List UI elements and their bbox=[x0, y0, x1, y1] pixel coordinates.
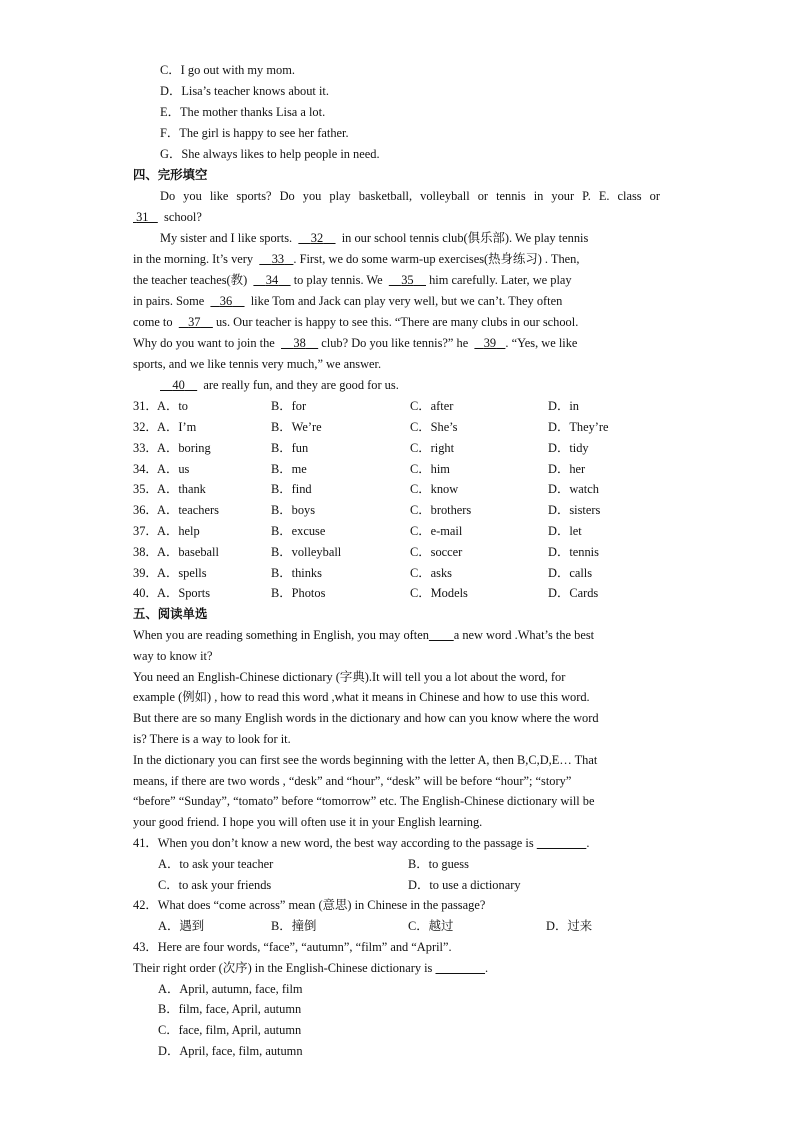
section5-heading: 五、阅读单选 bbox=[133, 606, 208, 621]
q43-option-c: C．face, film, April, autumn bbox=[158, 1023, 302, 1037]
answer-blank bbox=[435, 961, 485, 975]
blank-37: 37 bbox=[188, 315, 201, 329]
cloze-line-1: Do you like sports? Do you play basketball, volleyball or tennis in your P. E. class or bbox=[160, 189, 660, 203]
option-c: C．I go out with my mom. bbox=[160, 63, 295, 77]
q43-option-a: A．April, autumn, face, film bbox=[158, 982, 303, 996]
answer-blank bbox=[537, 836, 587, 850]
reading-line-6: is? There is a way to look for it. bbox=[133, 732, 291, 746]
cloze-line-4: in the morning. It’s very 33 . First, we do some warm-up exercises(热身练习) . Then, bbox=[133, 252, 580, 266]
question-41-stem: 41．When you don’t know a new word, the best way according to the passage is . bbox=[133, 836, 590, 850]
reading-line-7: In the dictionary you can first see the words beginning with the letter A, then B,C,D,E… That bbox=[133, 753, 598, 767]
cloze-line-7: come to 37 us. Our teacher is happy to see this. “There are many clubs in our school. bbox=[133, 315, 579, 329]
question-43-stem-2: Their right order (次序) in the English-Chinese dictionary is . bbox=[133, 961, 489, 975]
q41-option-b: B．to guess bbox=[408, 857, 469, 871]
question-42-stem: 42．What does “come across” mean (意思) in Chinese in the passage? bbox=[133, 898, 486, 912]
reading-line-5: But there are so many English words in the dictionary and how can you know where the word bbox=[133, 711, 599, 725]
exam-page: C．I go out with my mom. D．Lisa’s teacher knows about it. E．The mother thanks Lisa a lot. F．The girl is happy to see her father. G．She always likes to help people in need. 四、完形填空 Do you like sports? Do you play basketball, volleyball or tennis in your P. E. class or 31 school? My sister and I like sports. 32 in our school tennis club(俱乐部). We play tennis in the morning. It’s very 33 . First, we do some warm-up exercises(热身练习) . Then, the teacher teaches(教) 34 to play tennis. We 35 him carefully. Later, we play in pairs. Some 36 like Tom and Jack can play very well, but we can’t. They often come to 37 us. Our teacher is happy to see this. “There are many clubs in our school. Why do you want to join the 38 club? Do you like tennis?” he 39 . “Yes, we like sports, and we like tennis very much,” we answer. 40 are really fun, and they are good for us. 31． A．to B．for C．after D．in 32． A．I’m B．We’re C．She’s D．They’re 33． A．boring B．fun C．right D．tidy 34． A．us B．me C．him D．her 35． A．thank B．find C．know D．watch 36． A．teachers B．boys C．brothers D．sisters 37． A．help B．excuse C．e-mail D．let 38． A．baseball B．volleyball C．soccer D．tennis 39． A．spells B．thinks C．asks D．calls 40． A．Sports B．Photos C．Models D．Cards 五、阅读单选 When you are reading something in English, you may often a new word .What’s the best way to know it? You need an English-Chinese dictionary (字典).It will tell you a lot about the word, for example (例如) , how to read this word ,what it means in Chinese and how to use this word. But there are so many English words in the dictionary and how can you know where the word is? There is a way to look for it. In the dictionary you can first see the words beginning with the letter A, then B,C,D,E… That means, if there are two words , “desk” and “hour”, “desk” will be before “hour”; “story” “before” “Sunday”, “tomato” before “tomorrow” etc. The English-Chinese dictionary will be your good friend. I hope you will often use it in your English learning. 41．When you don’t know a new word, the best way according to the passage is . A．to ask your teacher B．to guess C．to ask your friends D．to use a dictionary 42．What does “come across” mean (意思) in Chinese in the passage? A．遇到 B．撞倒 C．越过 D．过来 43．Here are four words, “face”, “autumn”, “film” and “April”. Their right order (次序) in the English-Chinese dictionary is . A．April, autumn, face, film B．film, face, April, autumn C．face, film, April, autumn D．April, face, film, autumn bbox=[0, 0, 794, 1123]
blank-32: 32 bbox=[310, 231, 324, 245]
blank-39: 39 bbox=[483, 336, 497, 350]
q41-option-c: C．to ask your friends bbox=[158, 878, 272, 892]
cloze-line-5: the teacher teaches(教) 34 to play tennis. We 35 him carefully. Later, we play bbox=[133, 273, 572, 287]
cloze-line-9: sports, and we like tennis very much,” we answer. bbox=[133, 357, 382, 371]
q41-option-a: A．to ask your teacher bbox=[158, 857, 274, 871]
cloze-line-3: My sister and I like sports. 32 in our school tennis club(俱乐部). We play tennis bbox=[160, 231, 589, 245]
blank-31: 31 bbox=[136, 210, 149, 224]
blank-36: 36 bbox=[219, 294, 233, 308]
blank-40: 40 bbox=[172, 378, 185, 392]
blank-38: 38 bbox=[293, 336, 306, 350]
reading-line-3: You need an English-Chinese dictionary (字典).It will tell you a lot about the word, for bbox=[133, 670, 566, 684]
reading-line-2: way to know it? bbox=[133, 649, 213, 663]
q42-option-d: D．过来 bbox=[546, 919, 593, 933]
reading-line-1: When you are reading something in English, you may often a new word .What’s the best bbox=[133, 628, 595, 642]
blank-33: 33 bbox=[271, 252, 285, 266]
reading-line-9: “before” “Sunday”, “tomato” before “tomorrow” etc. The English-Chinese dictionary will be bbox=[133, 794, 595, 808]
cloze-line-6: in pairs. Some 36 like Tom and Jack can play very well, but we can’t. They often bbox=[133, 294, 563, 308]
cloze-line-2: 31 school? bbox=[133, 207, 202, 227]
blank-come-across bbox=[429, 628, 454, 642]
q43-option-d: D．April, face, film, autumn bbox=[158, 1044, 303, 1058]
q42-option-b: B．撞倒 bbox=[271, 919, 317, 933]
q41-option-d: D．to use a dictionary bbox=[408, 878, 521, 892]
option-g: G．She always likes to help people in need. bbox=[160, 147, 380, 161]
option-d: D．Lisa’s teacher knows about it. bbox=[160, 84, 329, 98]
option-e: E．The mother thanks Lisa a lot. bbox=[160, 105, 326, 119]
cloze-line-8: Why do you want to join the 38 club? Do you like tennis?” he 39 . “Yes, we like bbox=[133, 336, 578, 350]
q43-option-b: B．film, face, April, autumn bbox=[158, 1002, 302, 1016]
cloze-line-10: 40 are really fun, and they are good for us. bbox=[160, 375, 399, 395]
reading-line-8: means, if there are two words , “desk” and “hour”, “desk” will be before “hour”; “story” bbox=[133, 774, 572, 788]
reading-line-10: your good friend. I hope you will often use it in your English learning. bbox=[133, 815, 483, 829]
reading-line-4: example (例如) , how to read this word ,what it means in Chinese and how to use this word. bbox=[133, 690, 590, 704]
q42-option-c: C．越过 bbox=[408, 919, 454, 933]
section4-heading: 四、完形填空 bbox=[133, 167, 208, 182]
blank-35: 35 bbox=[401, 273, 414, 287]
blank-34: 34 bbox=[265, 273, 279, 287]
option-f: F．The girl is happy to see her father. bbox=[160, 126, 349, 140]
question-43-stem: 43．Here are four words, “face”, “autumn”, “film” and “April”. bbox=[133, 940, 452, 954]
q42-option-a: A．遇到 bbox=[158, 919, 205, 933]
